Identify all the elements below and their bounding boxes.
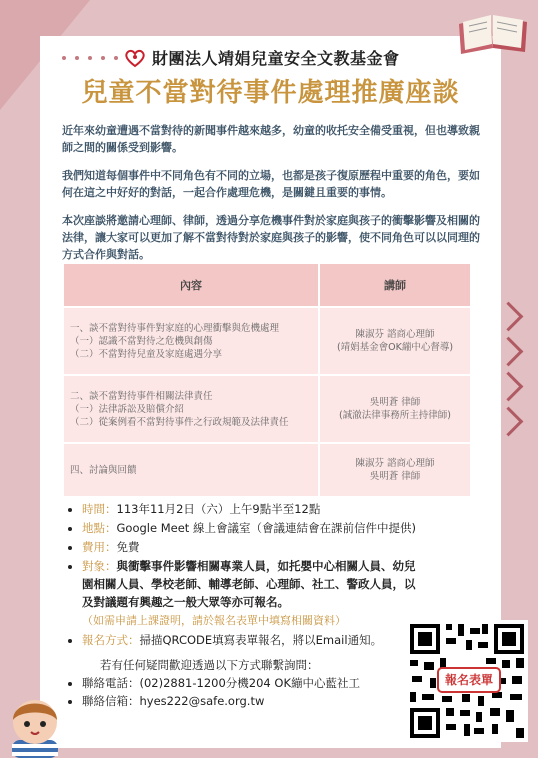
table-header-row: [64, 264, 470, 306]
detail-place: [82, 519, 416, 537]
table-row: [64, 444, 470, 496]
book-icon: [455, 10, 531, 54]
time-label: 時間：: [82, 502, 117, 516]
intro-paragraph-3: 本次座談將邀請心理師、律師，透過分享危機事件對於家庭與孩子的衝擊影響及相關的法律，讓大家可以更加了解不當對待對於家庭與孩子的影響，使不同角色可以以同理的方式合作與對話。: [62, 214, 480, 261]
agenda-line: （一）法律訴訟及賠償介紹: [70, 403, 185, 415]
speaker-line: (靖娟基金會OK繃中心督導): [336, 342, 454, 353]
organization-header: [124, 46, 400, 69]
qr-signup-label: 報名表單: [437, 667, 501, 693]
detail-time: [82, 500, 416, 518]
fee-value: 免費: [116, 540, 140, 554]
agenda-line: 二、談不當對待事件相關法律責任: [70, 390, 213, 402]
dot-decoration: [62, 56, 118, 60]
audience-note: （如需申請上課證明，請於報名表單中填寫相關資料）: [82, 614, 346, 627]
audience-label: 對象：: [82, 559, 117, 573]
agenda-speaker: [320, 308, 470, 374]
agenda-content: [64, 444, 318, 496]
child-illustration-icon: [0, 690, 70, 758]
contact-phone: • 聯絡電話：(02)2881-1200分機204 OK繃中心藍社工: [82, 674, 416, 692]
contact-email[interactable]: • 聯絡信箱：hyes222@safe.org.tw: [82, 692, 416, 710]
event-details: [66, 500, 416, 650]
agenda-line: （二）從案例看不當對待事件之行政規範及法律責任: [70, 416, 289, 428]
speaker-line: 吳明蒼 律師: [369, 397, 421, 408]
agenda-line: 四、討論與回饋: [70, 464, 137, 476]
time-value: 113年11月2日（六）上午9點半至12點: [116, 502, 321, 516]
agenda-speaker: [320, 444, 470, 496]
foundation-logo-icon: [124, 48, 146, 68]
signup-label: 報名方式：: [82, 633, 140, 647]
agenda-line: （二）不當對待兒童及家庭處遇分享: [70, 348, 223, 360]
contact-section: [66, 656, 416, 710]
intro-paragraph-2: 我們知道每個事件中不同角色有不同的立場，也都是孩子復原歷程中重要的角色，要如何在這之中好好的對話，一起合作處理危機，是關鍵且重要的事情。: [62, 169, 480, 199]
column-header-content: 內容: [64, 264, 318, 306]
speaker-line: 陳淑芬 諮商心理師: [355, 458, 435, 469]
signup-value: 掃描QRCODE填寫表單報名，將以Email通知。: [139, 633, 383, 647]
audience-value: 與衝擊事件影響相關專業人員，如托嬰中心相關人員、幼兒園相關人員、學校老師、輔導老師、心理師、社工、警政人員，以及對議題有興趣之一般大眾等亦可報名。: [82, 559, 416, 609]
organization-name: 財團法人靖娟兒童安全文教基金會: [152, 49, 400, 68]
detail-audience: [82, 557, 416, 630]
agenda-line: 一、談不當對待事件對家庭的心理衝擊與危機處理: [70, 322, 280, 334]
column-header-speaker: 講師: [320, 264, 470, 306]
agenda-speaker: [320, 376, 470, 442]
agenda-content: [64, 308, 318, 374]
table-row: [64, 376, 470, 442]
agenda-content: [64, 376, 318, 442]
detail-signup: [82, 631, 416, 649]
chevron-decoration: [492, 300, 532, 446]
page-title: 兒童不當對待事件處理推廣座談: [81, 78, 460, 108]
place-label: 地點：: [82, 521, 117, 535]
detail-fee: [82, 538, 416, 556]
speaker-line: 陳淑芬 諮商心理師: [355, 329, 435, 340]
contact-intro: 若有任何疑問歡迎透過以下方式聯繫詢問：: [100, 658, 319, 672]
table-row: [64, 308, 470, 374]
intro-paragraph-1: 近年來幼童遭遇不當對待的新聞事件越來越多，幼童的收托安全備受重視，但也導致親師之間的關係受到影響。: [62, 124, 480, 154]
agenda-line: （一）認識不當對待之危機與創傷: [70, 335, 213, 347]
speaker-line: 吳明蒼 律師: [369, 471, 421, 482]
agenda-table: [62, 262, 472, 498]
fee-label: 費用：: [82, 540, 117, 554]
speaker-line: (誠澈法律事務所主持律師): [339, 410, 451, 421]
place-value: Google Meet 線上會議室（會議連結會在課前信件中提供): [116, 521, 416, 535]
